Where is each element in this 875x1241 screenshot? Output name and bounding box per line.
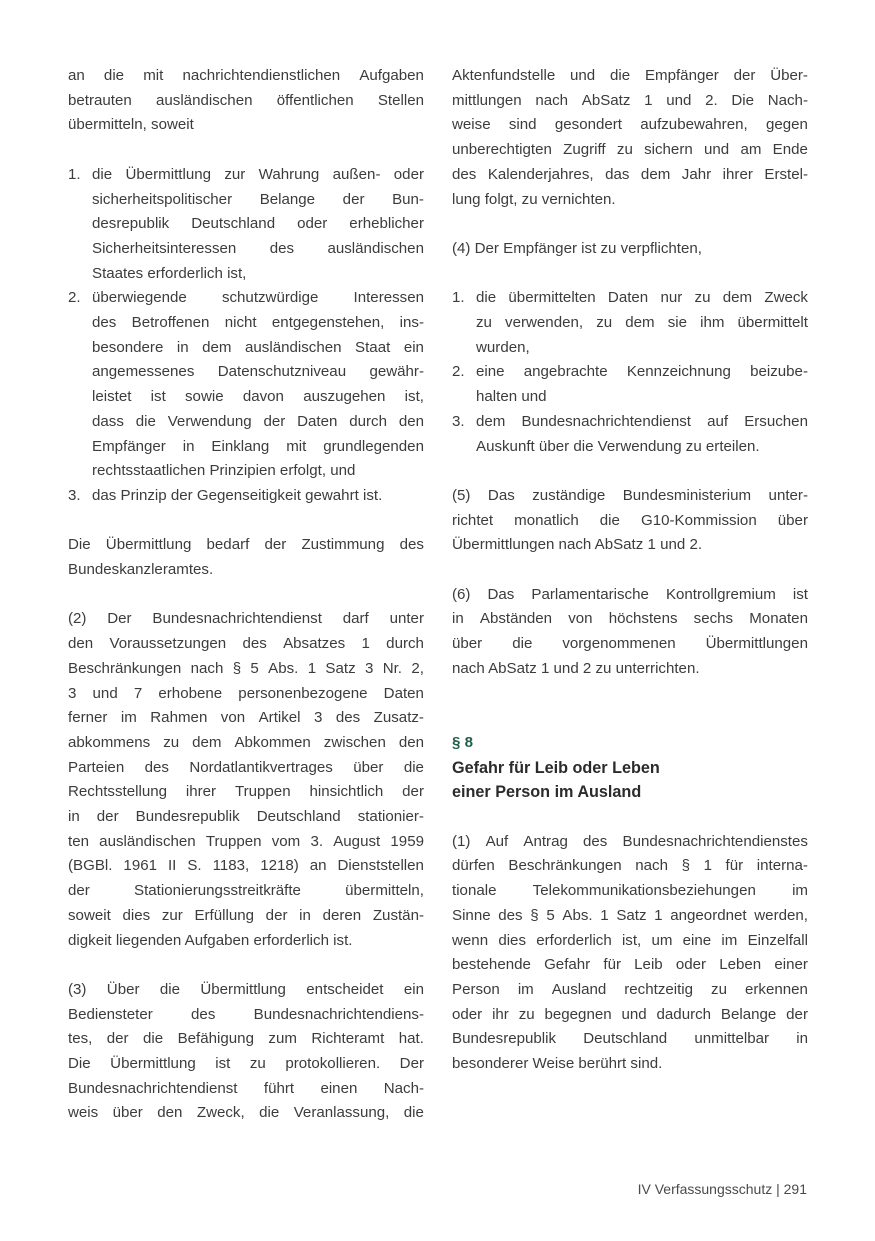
text-line: Empfänger in Einklang mit grundlegenden <box>92 437 424 455</box>
list-item-lines <box>476 360 808 409</box>
text-line: besonderer Weise berührt sind. <box>452 1055 663 1073</box>
text-line: mittlungen nach AbSatz 1 und 2. Die Nach- <box>452 91 808 109</box>
text-line: abkommens zu dem Abkommen zwischen den <box>68 733 424 751</box>
list-item-lines <box>92 286 424 484</box>
text-line: besondere in dem ausländischen Staat ein <box>92 338 424 356</box>
text-line: über die vorgenommenen Übermittlungen <box>452 635 808 653</box>
section-number: § 8 <box>452 733 473 751</box>
paragraph-5 <box>452 484 808 558</box>
list-item-marker: 1. <box>452 289 465 307</box>
right-column <box>452 64 808 1126</box>
text-line: eine angebrachte Kennzeichnung beizube- <box>476 363 808 381</box>
text-columns <box>68 64 808 1126</box>
text-line: Bundeskanzleramtes. <box>68 561 214 579</box>
text-line: Bundesrepublik Deutschland unmittelbar in <box>452 1030 808 1048</box>
list-item-marker: 2. <box>452 363 465 381</box>
text-line: in der Bundesrepublik Deutschland stationier- <box>68 808 424 826</box>
list-item-marker: 2. <box>68 289 81 307</box>
text-line: tes, der die Befähigung zum Richteramt hat. <box>68 1030 424 1048</box>
text-line: halten und <box>476 388 547 406</box>
list-item <box>452 286 808 360</box>
text-line: richtet monatlich die G10-Kommission über <box>452 511 808 529</box>
text-line: Sinne des § 5 Abs. 1 Satz 1 angeordnet werden, <box>452 906 808 924</box>
list-item <box>68 163 424 287</box>
paragraph-lines <box>68 978 424 1126</box>
text-line: zu verwenden, zu dem sie ihm übermittelt <box>476 314 808 331</box>
text-line: das Prinzip der Gegenseitigkeit gewahrt ist. <box>92 486 383 504</box>
list-item <box>68 484 424 509</box>
text-line: (4) Der Empfänger ist zu verpflichten, <box>452 239 702 257</box>
text-line: in Abständen von höchstens sechs Monaten <box>452 610 808 628</box>
list-item <box>68 286 424 484</box>
paragraph-6 <box>452 583 808 682</box>
text-line: dass die Verwendung der Daten durch den <box>92 412 424 430</box>
list-item-text <box>476 360 808 409</box>
list-item-marker: 3. <box>452 412 465 430</box>
text-line: Staates erforderlich ist, <box>92 264 247 282</box>
text-line: die übermittelten Daten nur zu dem Zweck <box>476 289 808 307</box>
section-8-paragraph-1 <box>452 830 808 1077</box>
paragraph-3-continued <box>452 64 808 212</box>
text-line: des Betroffenen nicht entgegenstehen, ins- <box>92 314 424 332</box>
list-item-text <box>476 410 808 459</box>
text-line: Bundesnachrichtendienst führt einen Nach- <box>68 1079 424 1097</box>
paragraph-lines <box>452 64 808 212</box>
text-line: an die mit nachrichtendienstlichen Aufgaben <box>68 67 424 84</box>
page-footer: IV Verfassungsschutz | 291 <box>637 1181 807 1197</box>
text-line: den Voraussetzungen des Absatzes 1 durch <box>68 635 424 653</box>
section-title-line: Gefahr für Leib oder Leben <box>452 758 660 777</box>
list-item-lines <box>92 484 424 509</box>
list-item-text <box>92 163 424 287</box>
section-title <box>452 756 808 805</box>
paragraph-2 <box>68 607 424 953</box>
list-item-lines <box>476 286 808 360</box>
text-line: Sicherheitsinteressen des ausländischen <box>92 239 424 257</box>
text-line: Übermittlungen nach AbSatz 1 und 2. <box>452 536 703 554</box>
continued-paragraph <box>68 64 424 138</box>
text-line: des Kalenderjahres, das dem Jahr ihrer Erstel- <box>452 165 808 183</box>
text-line: (BGBl. 1961 II S. 1183, 1218) an Dienststellen <box>68 857 424 875</box>
list-item <box>452 360 808 409</box>
text-line: ferner im Rahmen von Artikel 3 des Zusatz- <box>68 709 424 727</box>
list-item-text <box>476 286 808 360</box>
text-line: Die Übermittlung ist zu protokollieren. Der <box>68 1055 424 1073</box>
text-line: Die Übermittlung bedarf der Zustimmung des <box>68 536 424 554</box>
paragraph-lines <box>68 607 424 953</box>
text-line: Bediensteter des Bundesnachrichtendiens- <box>68 1005 424 1023</box>
section-spacer <box>452 805 808 830</box>
text-line: Aktenfundstelle und die Empfänger der Über- <box>452 67 808 84</box>
text-line: (3) Über die Übermittlung entscheidet ein <box>68 980 424 998</box>
list-item <box>452 410 808 459</box>
text-line: die Übermittlung zur Wahrung außen- oder <box>92 165 424 183</box>
text-line: übermitteln, soweit <box>68 116 194 134</box>
text-line: wurden, <box>476 338 530 356</box>
text-line: (2) Der Bundesnachrichtendienst darf unter <box>68 610 424 628</box>
text-line: der Stationierungsstreitkräfte übermitteln, <box>68 882 424 900</box>
text-line: bestehende Gefahr für Leib oder Leben einer <box>452 956 808 974</box>
text-line: Auskunft über die Verwendung zu erteilen. <box>476 437 760 455</box>
text-line: digkeit liegenden Aufgaben erforderlich ist. <box>68 931 353 949</box>
paragraph-lines <box>68 64 424 138</box>
text-line: dürfen Beschränkungen nach § 1 für interna- <box>452 857 808 875</box>
list-item-text <box>92 484 424 509</box>
paragraph-lines <box>452 583 808 682</box>
text-line: leistet ist sowie davon auszugehen ist, <box>92 388 424 406</box>
text-line: 3 und 7 erhobene personenbezogene Daten <box>68 684 424 702</box>
paragraph-lines <box>68 533 424 582</box>
text-line: oder ihr zu begegnen und dadurch Belange der <box>452 1005 808 1023</box>
list-item-lines <box>92 163 424 287</box>
text-line: weise sind gesondert aufzubewahren, gegen <box>452 116 808 134</box>
text-line: wenn dies erforderlich ist, um eine im Einzelfall <box>452 931 808 949</box>
text-line: betrauten ausländischen öffentlichen Stellen <box>68 91 424 109</box>
text-line: nach AbSatz 1 und 2 zu unterrichten. <box>452 659 700 677</box>
text-line: Rechtsstellung ihrer Truppen hinsichtlich der <box>68 783 424 801</box>
left-column <box>68 64 424 1126</box>
conditions-list <box>68 163 424 509</box>
paragraph-3 <box>68 978 424 1126</box>
text-line: überwiegende schutzwürdige Interessen <box>92 289 424 307</box>
paragraph-lines <box>452 237 808 262</box>
text-line: ten ausländischen Truppen vom 3. August 1959 <box>68 832 424 850</box>
paragraph-4-intro <box>452 237 808 262</box>
text-line: dem Bundesnachrichtendienst auf Ersuchen <box>476 412 808 430</box>
list-item-text <box>92 286 424 484</box>
text-line: Parteien des Nordatlantikvertrages über die <box>68 758 424 776</box>
text-line: desrepublik Deutschland oder erheblicher <box>92 215 424 233</box>
text-line: weis über den Zweck, die Veranlassung, die <box>68 1104 424 1122</box>
text-line: Person im Ausland rechtzeitig zu erkennen <box>452 980 808 998</box>
text-line: tionale Telekommunikationsbeziehungen im <box>452 882 808 900</box>
list-item-lines <box>476 410 808 459</box>
list-item-marker: 1. <box>68 165 81 183</box>
paragraph-lines <box>452 484 808 558</box>
text-line: (6) Das Parlamentarische Kontrollgremium ist <box>452 585 808 603</box>
text-line: sicherheitspolitischer Belange der Bun- <box>92 190 424 208</box>
section-title-line: einer Person im Ausland <box>452 783 642 802</box>
text-line: lung folgt, zu vernichten. <box>452 190 616 208</box>
text-line: unberechtigten Zugriff zu sichern und am Ende <box>452 141 808 159</box>
obligations-list <box>452 286 808 459</box>
text-line: (5) Das zuständige Bundesministerium unter- <box>452 486 808 504</box>
section-spacer <box>452 706 808 731</box>
text-line: Beschränkungen nach § 5 Abs. 1 Satz 3 Nr. 2, <box>68 659 424 677</box>
text-line: rechtsstaatlichen Prinzipien erfolgt, und <box>92 462 356 480</box>
text-line: angemessenes Datenschutzniveau gewähr- <box>92 363 424 381</box>
text-line: (1) Auf Antrag des Bundesnachrichtendienstes <box>452 832 808 850</box>
text-line: soweit dies zur Erfüllung der in deren Zustän- <box>68 906 424 924</box>
consent-paragraph <box>68 533 424 582</box>
paragraph-lines <box>452 830 808 1077</box>
list-item-marker: 3. <box>68 486 81 504</box>
